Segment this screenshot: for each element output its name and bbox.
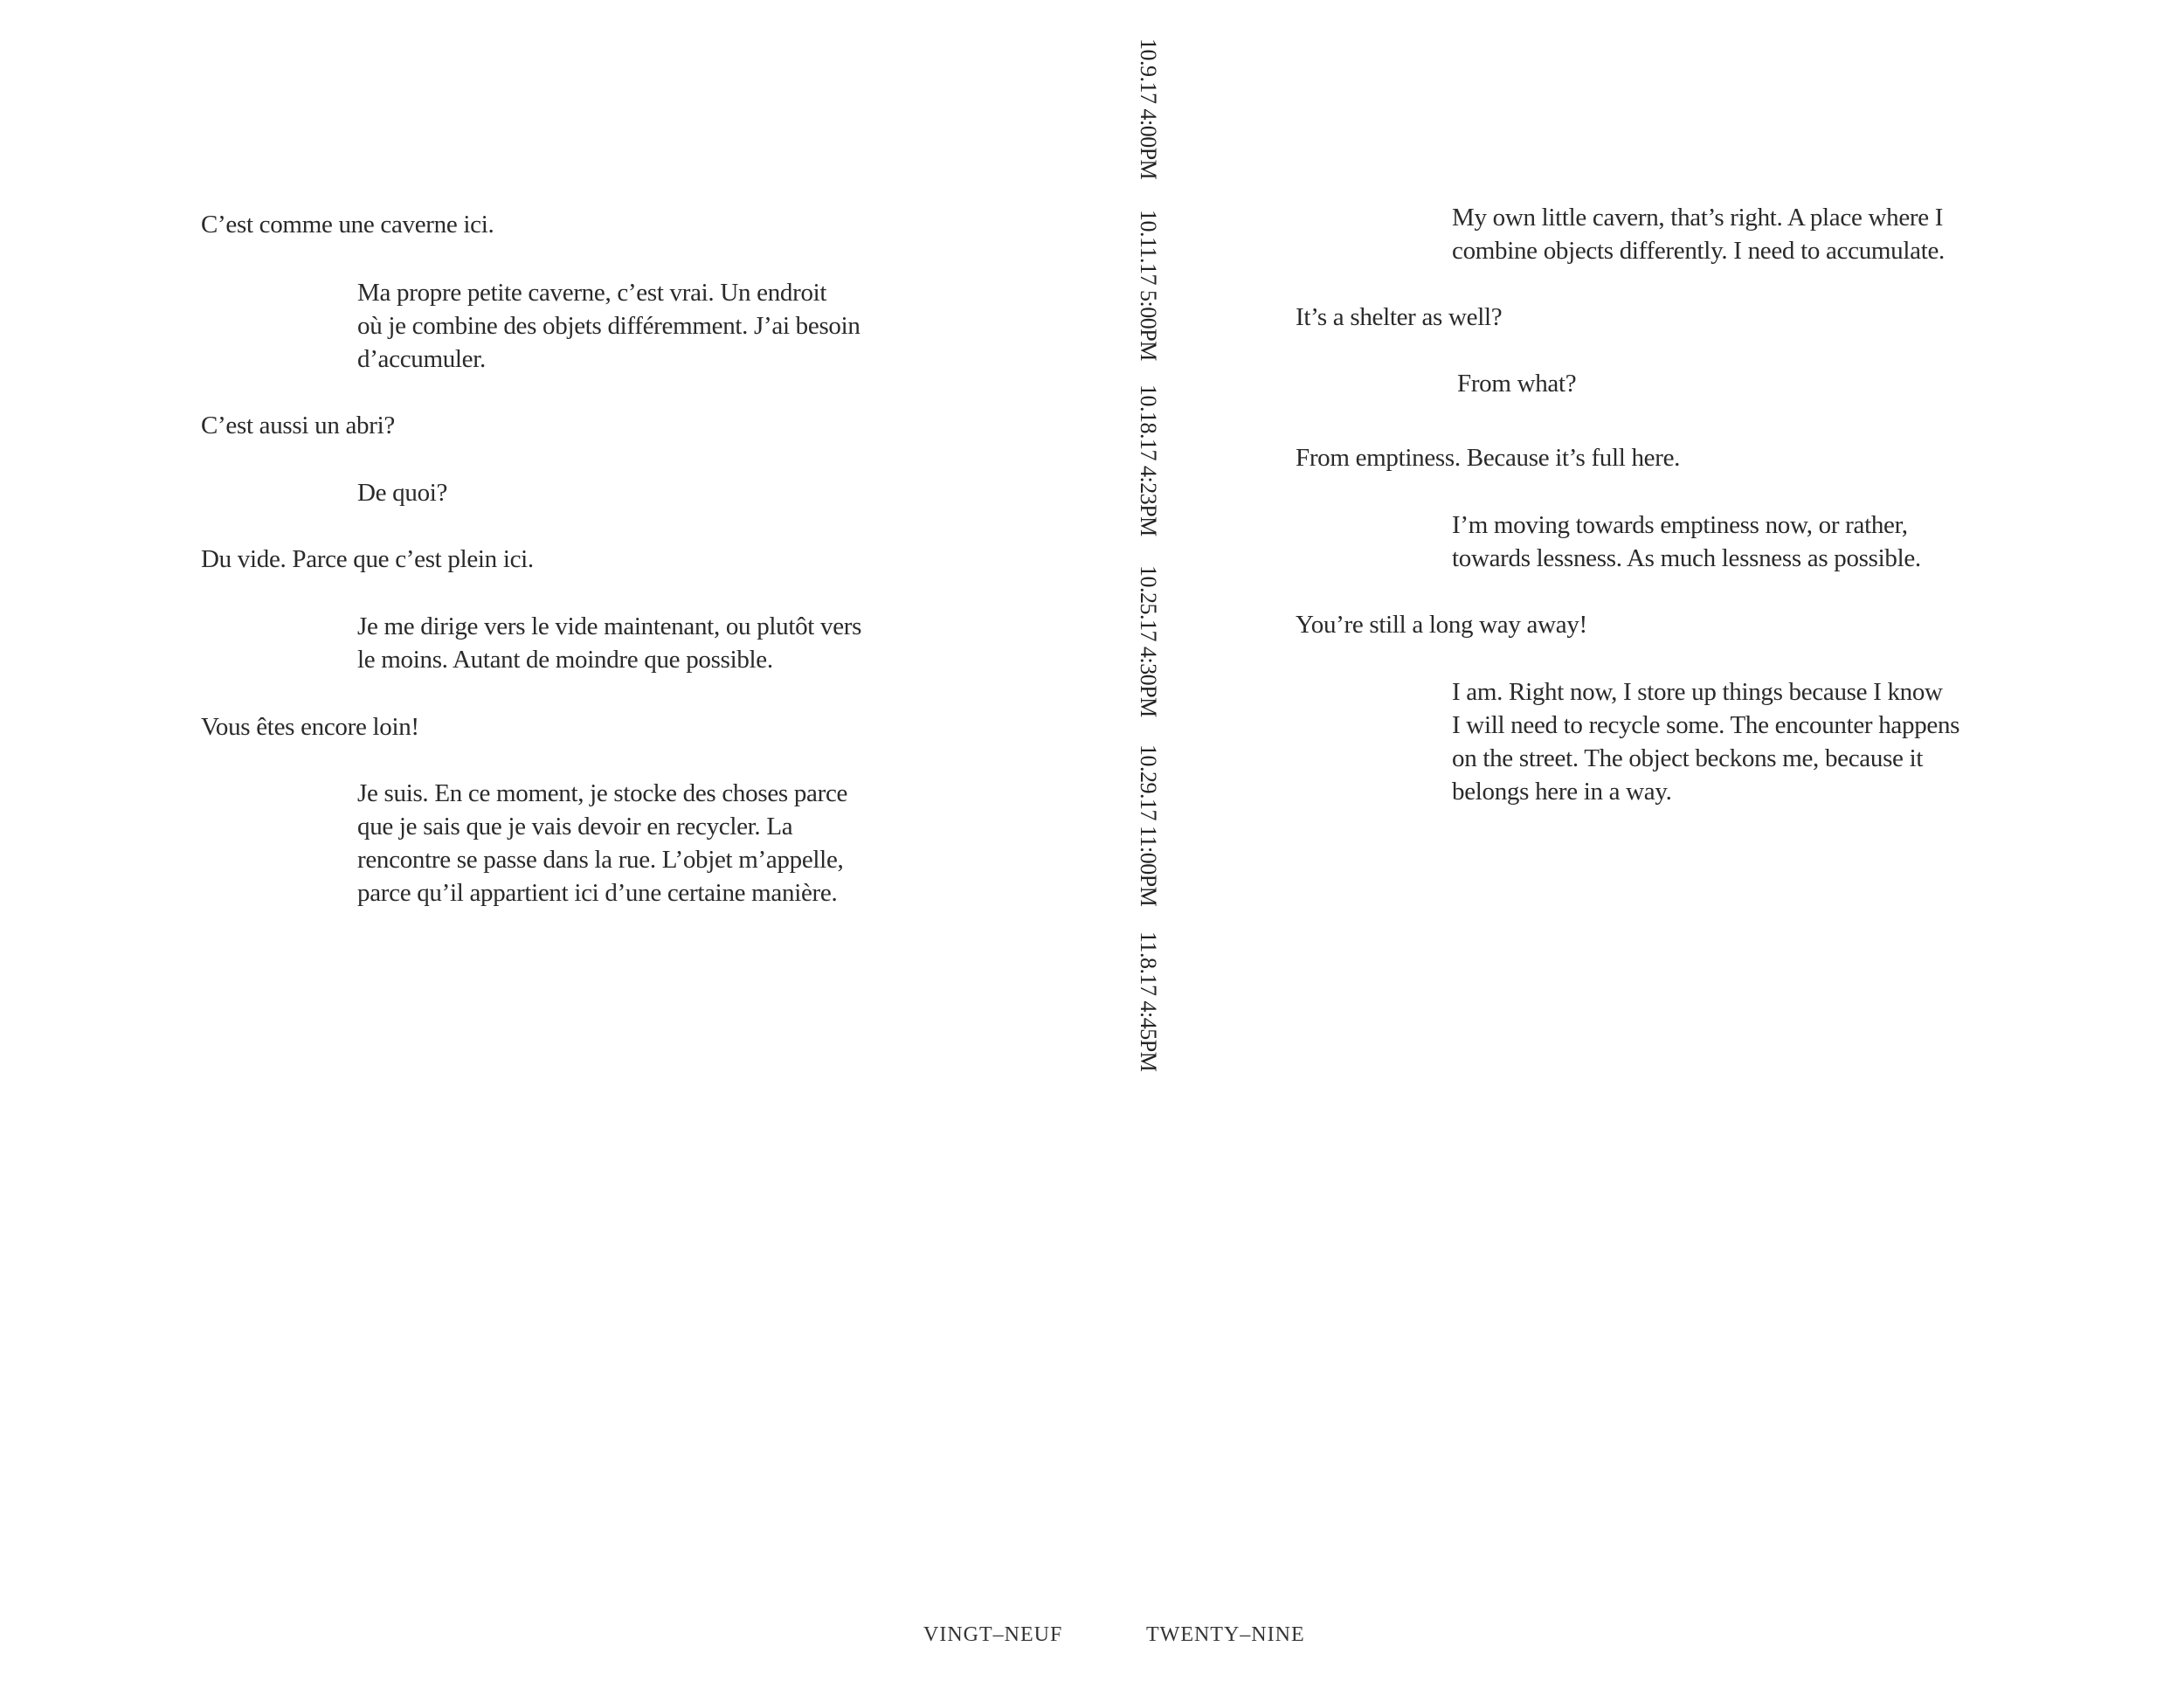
- answer-line: De quoi?: [357, 479, 448, 507]
- answer-line: belongs here in a way.: [1452, 778, 1672, 806]
- question-line: You’re still a long way away!: [1296, 611, 1587, 639]
- session-date: 10.18.17 4:23PM: [1136, 384, 1161, 536]
- answer-line: My own little cavern, that’s right. A place where I: [1452, 204, 1944, 232]
- answer-line: que je sais que je vais devoir en recycler. La: [357, 813, 793, 841]
- answer-line: on the street. The object beckons me, because it: [1452, 744, 1924, 772]
- question-line: C’est comme une caverne ici.: [201, 211, 494, 239]
- answer-line: From what?: [1457, 370, 1577, 398]
- answer-line: rencontre se passe dans la rue. L’objet m’appelle,: [357, 846, 844, 874]
- session-date: 10.11.17 5:00PM: [1136, 210, 1161, 361]
- answer-line: I’m moving towards emptiness now, or rather,: [1452, 511, 1908, 539]
- answer-line: parce qu’il appartient ici d’une certaine manière.: [357, 879, 838, 907]
- page-folio-english: TWENTY–NINE: [1146, 1623, 1305, 1646]
- right-page-english: [1092, 0, 2184, 1688]
- answer-line: Ma propre petite caverne, c’est vrai. Un endroit: [357, 279, 827, 307]
- session-date: 10.25.17 4:30PM: [1136, 565, 1161, 717]
- page-folio-french: VINGT–NEUF: [923, 1623, 1063, 1646]
- session-date: 11.8.17 4:45PM: [1136, 931, 1161, 1072]
- answer-line: d’accumuler.: [357, 345, 486, 373]
- question-line: Vous êtes encore loin!: [201, 713, 419, 741]
- question-line: C’est aussi un abri?: [201, 412, 395, 439]
- session-date: 10.9.17 4:00PM: [1136, 38, 1161, 180]
- answer-line: towards lessness. As much lessness as possible.: [1452, 544, 1921, 572]
- answer-line: Je me dirige vers le vide maintenant, ou plutôt vers: [357, 612, 862, 640]
- answer-line: Je suis. En ce moment, je stocke des choses parce: [357, 779, 848, 807]
- question-line: It’s a shelter as well?: [1296, 303, 1503, 331]
- question-line: From emptiness. Because it’s full here.: [1296, 444, 1681, 472]
- question-line: Du vide. Parce que c’est plein ici.: [201, 545, 534, 573]
- session-date: 10.29.17 11:00PM: [1136, 744, 1161, 907]
- answer-line: où je combine des objets différemment. J’ai besoin: [357, 312, 860, 340]
- answer-line: I will need to recycle some. The encounter happens: [1452, 711, 1960, 739]
- answer-line: le moins. Autant de moindre que possible.: [357, 646, 773, 674]
- answer-line: I am. Right now, I store up things because I know: [1452, 678, 1943, 706]
- answer-line: combine objects differently. I need to accumulate.: [1452, 237, 1945, 265]
